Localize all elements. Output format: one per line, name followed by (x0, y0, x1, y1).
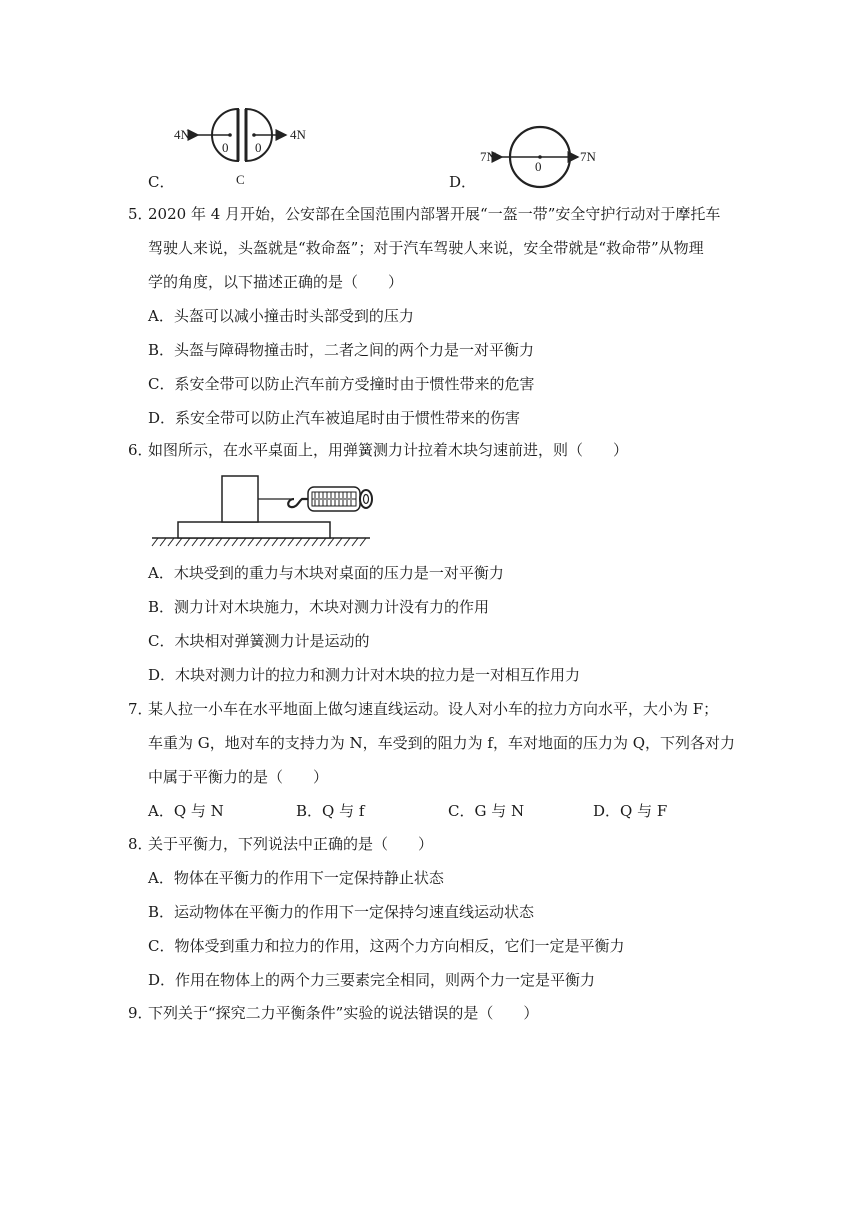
split-circle-diagram (198, 109, 286, 161)
question-number: 7． (128, 700, 153, 718)
question-stem-line: 驾驶人来说，头盔就是“救命盔”；对于汽车驾驶人来说，安全带就是“救命带”从物理 (148, 239, 704, 257)
ground-hatching (152, 538, 366, 546)
option-d-letter: D． (449, 173, 477, 191)
question-number: 5． (128, 205, 153, 223)
wooden-block (222, 476, 258, 522)
option-c-caption: C (236, 172, 245, 187)
option-d: D．作用在物体上的两个力三要素完全相同，则两个力一定是平衡力 (148, 971, 596, 989)
option-c-left-force-label: 4N (174, 127, 190, 142)
question-number: 8． (128, 835, 153, 853)
spring-scale-figure (150, 468, 390, 548)
full-circle-diagram (502, 127, 578, 187)
question-number: 6． (128, 441, 153, 459)
option-d: D．木块对测力计的拉力和测力计对木块的拉力是一对相互作用力 (148, 666, 581, 684)
question-stem-line: 某人拉一小车在水平地面上做匀速直线运动。设人对小车的拉力方向水平，大小为 F； (148, 700, 719, 718)
question-number: 9． (128, 1004, 153, 1022)
option-c-right-origin-label: 0 (255, 140, 262, 155)
question-stem-line: 如图所示，在水平桌面上，用弹簧测力计拉着木块匀速前进，则（ ） (148, 441, 629, 459)
option-b: B．头盔与障碍物撞击时，二者之间的两个力是一对平衡力 (148, 341, 535, 359)
option-b: B．测力计对木块施力，木块对测力计没有力的作用 (148, 598, 490, 616)
question-stem-line: 关于平衡力，下列说法中正确的是（ ） (148, 835, 434, 853)
option-a: A．头盔可以减小撞击时头部受到的压力 (148, 307, 414, 325)
table-top (178, 522, 330, 538)
option-a: A．物体在平衡力的作用下一定保持静止状态 (148, 869, 444, 887)
question-stem-line: 2020 年 4 月开始，公安部在全国范围内部署开展“一盔一带”安全守护行动对于摩托车 (148, 205, 721, 223)
option-c-right-force-label: 4N (290, 127, 306, 142)
option-d: D．Q 与 F (593, 802, 668, 820)
option-a: A．木块受到的重力与木块对桌面的压力是一对平衡力 (148, 564, 504, 582)
question-stem-line: 学的角度，以下描述正确的是（ ） (148, 273, 404, 291)
question-stem-line: 车重为 G，地对车的支持力为 N，车受到的阻力为 f，车对地面的压力为 Q，下列各对力 (148, 734, 736, 752)
option-c-letter: C． (148, 173, 175, 191)
question-stem-line: 下列关于“探究二力平衡条件”实验的说法错误的是（ ） (148, 1004, 539, 1022)
option-c: C．系安全带可以防止汽车前方受撞时由于惯性带来的危害 (148, 375, 535, 393)
option-c-left-origin-label: 0 (222, 140, 229, 155)
option-b: B．运动物体在平衡力的作用下一定保持匀速直线运动状态 (148, 903, 535, 921)
option-d: D．系安全带可以防止汽车被追尾时由于惯性带来的伤害 (148, 409, 521, 427)
option-c: C．木块相对弹簧测力计是运动的 (148, 632, 370, 650)
option-b: B．Q 与 f (296, 802, 365, 820)
question-stem-line: 中属于平衡力的是（ ） (148, 768, 329, 786)
option-a: A．Q 与 N (148, 802, 224, 820)
option-c: C．G 与 N (448, 802, 525, 820)
scale-hook (288, 499, 308, 507)
option-d-right-force-label: 7N (580, 149, 596, 164)
option-c: C．物体受到重力和拉力的作用，这两个力方向相反，它们一定是平衡力 (148, 937, 625, 955)
option-d-origin-label: 0 (535, 159, 542, 174)
scale-ring (360, 490, 372, 508)
figure-option-c (0, 0, 860, 200)
option-d-left-force-label: 7N (480, 149, 496, 164)
